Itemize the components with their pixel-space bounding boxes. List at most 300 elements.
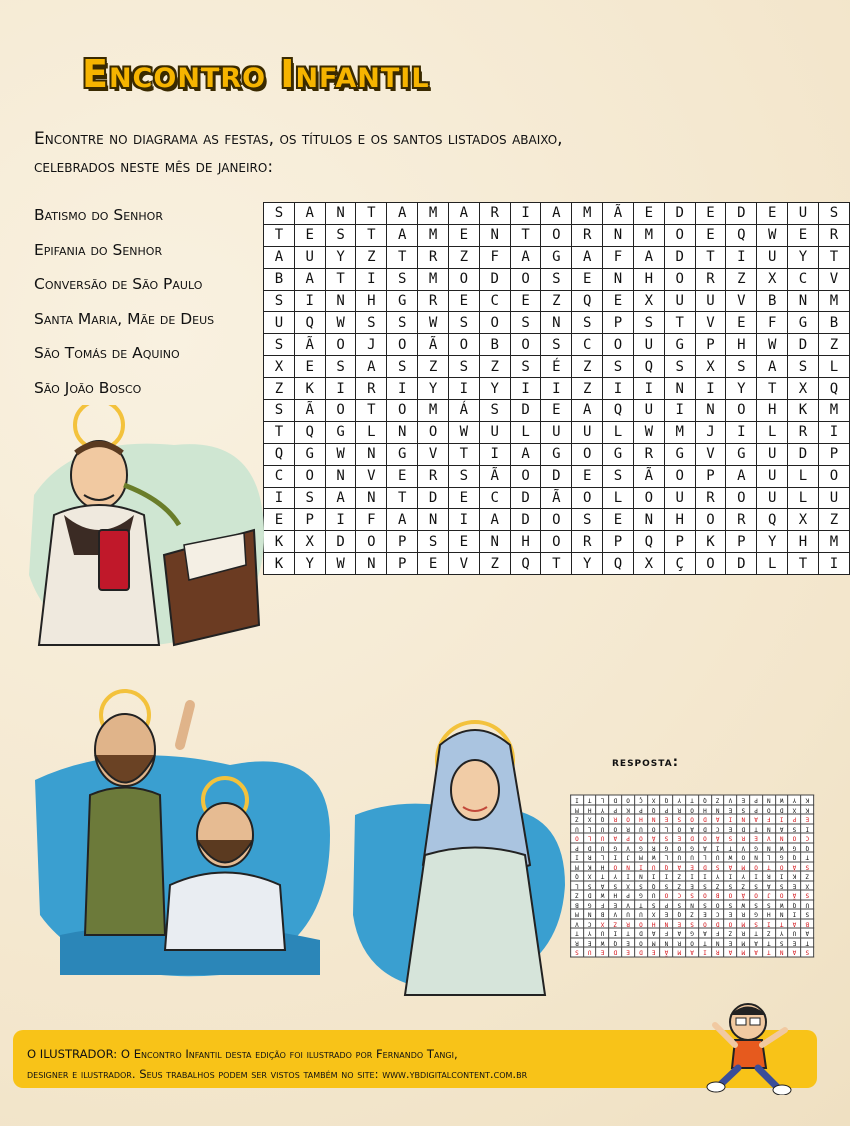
- answer-cell: Z: [571, 891, 584, 901]
- grid-cell: C: [479, 290, 510, 312]
- answer-cell: V: [609, 910, 622, 920]
- answer-cell: O: [750, 891, 763, 901]
- grid-cell: F: [757, 312, 788, 334]
- answer-cell: U: [571, 824, 584, 834]
- answer-cell: P: [750, 805, 763, 815]
- grid-cell: Q: [264, 443, 295, 465]
- grid-cell: L: [818, 356, 849, 378]
- answer-cell: O: [711, 900, 724, 910]
- grid-cell: U: [294, 246, 325, 268]
- answer-cell: T: [750, 929, 763, 939]
- grid-cell: O: [510, 268, 541, 290]
- grid-cell: O: [695, 553, 726, 575]
- word-list-item: São Tomás de Aquino: [34, 344, 180, 362]
- grid-cell: A: [757, 356, 788, 378]
- grid-cell: M: [633, 224, 664, 246]
- answer-cell: V: [622, 900, 635, 910]
- grid-cell: F: [603, 246, 634, 268]
- grid-cell: S: [603, 465, 634, 487]
- grid-row: [264, 553, 850, 575]
- answer-row: [571, 891, 814, 901]
- answer-cell: D: [634, 929, 647, 939]
- answer-cell: K: [583, 862, 596, 872]
- answer-cell: R: [673, 938, 686, 948]
- grid-cell: T: [387, 246, 418, 268]
- answer-cell: M: [737, 948, 750, 958]
- grid-cell: G: [788, 312, 819, 334]
- answer-cell: W: [596, 891, 609, 901]
- grid-cell: T: [264, 421, 295, 443]
- grid-cell: D: [788, 443, 819, 465]
- grid-cell: I: [356, 268, 387, 290]
- answer-cell: U: [647, 862, 660, 872]
- grid-cell: G: [387, 443, 418, 465]
- answer-cell: N: [634, 872, 647, 882]
- grid-cell: Z: [264, 378, 295, 400]
- answer-cell: Q: [609, 938, 622, 948]
- answer-cell: S: [762, 900, 775, 910]
- grid-cell: N: [356, 553, 387, 575]
- answer-cell: I: [698, 872, 711, 882]
- answer-cell: U: [801, 900, 814, 910]
- answer-cell: L: [660, 824, 673, 834]
- answer-cell: I: [788, 910, 801, 920]
- answer-cell: D: [634, 948, 647, 958]
- grid-cell: I: [387, 378, 418, 400]
- grid-cell: N: [479, 531, 510, 553]
- answer-cell: U: [622, 910, 635, 920]
- answer-cell: Z: [711, 796, 724, 806]
- grid-cell: D: [726, 203, 757, 225]
- answer-cell: G: [750, 843, 763, 853]
- grid-cell: R: [818, 224, 849, 246]
- grid-row: [264, 224, 850, 246]
- grid-cell: Z: [726, 268, 757, 290]
- answer-row: [571, 881, 814, 891]
- answer-label: resposta:: [612, 755, 679, 770]
- answer-cell: L: [596, 796, 609, 806]
- grid-cell: O: [633, 487, 664, 509]
- grid-cell: W: [757, 334, 788, 356]
- grid-cell: Y: [479, 378, 510, 400]
- answer-cell: S: [724, 900, 737, 910]
- grid-cell: G: [726, 443, 757, 465]
- answer-cell: E: [737, 796, 750, 806]
- grid-cell: R: [788, 421, 819, 443]
- grid-cell: B: [264, 268, 295, 290]
- grid-cell: K: [264, 531, 295, 553]
- grid-cell: E: [788, 224, 819, 246]
- instructions-line-1: Encontre no diagrama as festas, os títulos e os santos listados abaixo,: [34, 129, 563, 149]
- answer-row: [571, 919, 814, 929]
- grid-cell: P: [695, 334, 726, 356]
- grid-cell: S: [264, 400, 295, 422]
- grid-cell: D: [664, 203, 695, 225]
- grid-cell: E: [695, 224, 726, 246]
- answer-cell: T: [775, 919, 788, 929]
- grid-cell: A: [633, 246, 664, 268]
- answer-cell: Ã: [788, 862, 801, 872]
- grid-cell: E: [572, 268, 603, 290]
- answer-cell: R: [737, 834, 750, 844]
- answer-cell: M: [571, 910, 584, 920]
- answer-cell: S: [775, 881, 788, 891]
- grid-cell: T: [541, 553, 572, 575]
- grid-cell: S: [325, 224, 356, 246]
- answer-cell: L: [762, 853, 775, 863]
- answer-cell: Z: [711, 881, 724, 891]
- answer-cell: U: [788, 929, 801, 939]
- grid-cell: O: [726, 487, 757, 509]
- grid-cell: C: [264, 465, 295, 487]
- grid-cell: S: [356, 312, 387, 334]
- answer-cell: O: [788, 834, 801, 844]
- grid-cell: T: [356, 400, 387, 422]
- answer-cell: R: [673, 805, 686, 815]
- grid-row: [264, 290, 850, 312]
- grid-cell: É: [541, 356, 572, 378]
- answer-cell: J: [622, 853, 635, 863]
- answer-cell: Q: [596, 815, 609, 825]
- grid-cell: E: [418, 553, 449, 575]
- answer-cell: N: [583, 910, 596, 920]
- grid-cell: P: [387, 531, 418, 553]
- answer-cell: C: [711, 824, 724, 834]
- grid-cell: G: [664, 334, 695, 356]
- answer-cell: O: [622, 815, 635, 825]
- answer-cell: G: [609, 843, 622, 853]
- answer-cell: N: [737, 815, 750, 825]
- answer-cell: P: [660, 900, 673, 910]
- answer-cell: S: [750, 900, 763, 910]
- grid-cell: K: [264, 553, 295, 575]
- answer-cell: E: [724, 824, 737, 834]
- grid-cell: S: [325, 356, 356, 378]
- grid-cell: Z: [448, 246, 479, 268]
- answer-cell: E: [698, 910, 711, 920]
- answer-cell: A: [647, 929, 660, 939]
- grid-cell: I: [726, 421, 757, 443]
- grid-cell: T: [387, 487, 418, 509]
- answer-cell: N: [711, 938, 724, 948]
- answer-cell: D: [775, 805, 788, 815]
- answer-cell: S: [750, 919, 763, 929]
- answer-cell: S: [750, 881, 763, 891]
- answer-cell: I: [775, 815, 788, 825]
- grid-cell: S: [510, 356, 541, 378]
- answer-cell: G: [634, 843, 647, 853]
- answer-cell: S: [737, 805, 750, 815]
- grid-cell: D: [541, 465, 572, 487]
- grid-cell: L: [603, 487, 634, 509]
- answer-cell: N: [762, 796, 775, 806]
- grid-cell: S: [664, 356, 695, 378]
- answer-cell: Z: [686, 910, 699, 920]
- answer-cell: I: [775, 872, 788, 882]
- grid-cell: A: [448, 203, 479, 225]
- grid-cell: O: [448, 334, 479, 356]
- grid-cell: H: [726, 334, 757, 356]
- grid-cell: U: [633, 400, 664, 422]
- grid-cell: B: [757, 290, 788, 312]
- answer-cell: X: [583, 815, 596, 825]
- grid-cell: E: [695, 203, 726, 225]
- grid-cell: S: [448, 312, 479, 334]
- answer-cell: B: [571, 900, 584, 910]
- answer-cell: D: [583, 891, 596, 901]
- answer-cell: G: [750, 910, 763, 920]
- answer-cell: S: [609, 881, 622, 891]
- answer-cell: T: [801, 938, 814, 948]
- grid-cell: I: [264, 487, 295, 509]
- grid-cell: E: [726, 312, 757, 334]
- grid-cell: Ã: [541, 487, 572, 509]
- grid-cell: N: [695, 400, 726, 422]
- grid-cell: R: [633, 443, 664, 465]
- answer-cell: A: [609, 834, 622, 844]
- grid-cell: N: [633, 509, 664, 531]
- answer-cell: T: [571, 929, 584, 939]
- answer-cell: W: [724, 853, 737, 863]
- grid-cell: M: [418, 203, 449, 225]
- answer-cell: A: [775, 824, 788, 834]
- answer-cell: T: [622, 929, 635, 939]
- answer-cell: X: [583, 872, 596, 882]
- answer-cell: U: [596, 824, 609, 834]
- answer-cell: E: [596, 948, 609, 958]
- grid-cell: O: [541, 509, 572, 531]
- answer-cell: I: [609, 853, 622, 863]
- answer-cell: T: [762, 938, 775, 948]
- grid-cell: R: [572, 224, 603, 246]
- answer-cell: P: [571, 843, 584, 853]
- grid-cell: O: [572, 443, 603, 465]
- grid-cell: I: [448, 378, 479, 400]
- grid-cell: E: [510, 290, 541, 312]
- answer-cell: Y: [673, 796, 686, 806]
- grid-cell: J: [695, 421, 726, 443]
- answer-cell: S: [634, 881, 647, 891]
- answer-cell: X: [647, 910, 660, 920]
- grid-cell: S: [788, 356, 819, 378]
- answer-cell: Z: [571, 815, 584, 825]
- answer-cell: Y: [788, 796, 801, 806]
- answer-cell: S: [698, 881, 711, 891]
- answer-cell: S: [801, 948, 814, 958]
- grid-cell: Ã: [294, 400, 325, 422]
- answer-cell: O: [609, 824, 622, 834]
- grid-cell: U: [757, 443, 788, 465]
- grid-cell: Q: [633, 356, 664, 378]
- word-list-item: Conversão de São Paulo: [34, 275, 203, 293]
- grid-cell: E: [572, 465, 603, 487]
- grid-cell: Ã: [418, 334, 449, 356]
- answer-cell: D: [698, 815, 711, 825]
- answer-cell: E: [724, 805, 737, 815]
- grid-row: [264, 356, 850, 378]
- grid-cell: O: [664, 224, 695, 246]
- answer-cell: A: [750, 948, 763, 958]
- answer-cell: G: [686, 843, 699, 853]
- grid-cell: K: [695, 531, 726, 553]
- grid-cell: T: [264, 224, 295, 246]
- grid-row: [264, 268, 850, 290]
- answer-cell: S: [673, 900, 686, 910]
- answer-cell: U: [673, 853, 686, 863]
- answer-cell: O: [775, 862, 788, 872]
- mary-illustration: [345, 715, 570, 1000]
- answer-row: [571, 929, 814, 939]
- grid-cell: A: [325, 487, 356, 509]
- answer-cell: D: [698, 862, 711, 872]
- answer-cell: M: [737, 919, 750, 929]
- answer-cell: R: [571, 938, 584, 948]
- grid-cell: R: [695, 487, 726, 509]
- answer-cell: I: [698, 948, 711, 958]
- grid-cell: W: [418, 312, 449, 334]
- answer-cell: E: [660, 910, 673, 920]
- grid-cell: S: [633, 312, 664, 334]
- answer-cell: D: [609, 796, 622, 806]
- grid-cell: L: [788, 487, 819, 509]
- answer-cell: I: [647, 872, 660, 882]
- grid-cell: F: [479, 246, 510, 268]
- answer-cell: E: [622, 938, 635, 948]
- answer-cell: E: [622, 948, 635, 958]
- answer-cell: A: [698, 843, 711, 853]
- answer-cell: V: [622, 843, 635, 853]
- answer-cell: Z: [724, 929, 737, 939]
- baptism-illustration: [30, 685, 335, 985]
- grid-cell: Ã: [479, 465, 510, 487]
- answer-cell: Q: [571, 872, 584, 882]
- grid-cell: X: [264, 356, 295, 378]
- answer-cell: R: [762, 872, 775, 882]
- answer-cell: T: [801, 853, 814, 863]
- grid-cell: H: [788, 531, 819, 553]
- answer-cell: E: [583, 938, 596, 948]
- grid-cell: S: [572, 312, 603, 334]
- grid-cell: K: [788, 400, 819, 422]
- grid-cell: M: [418, 400, 449, 422]
- answer-cell: N: [660, 919, 673, 929]
- grid-cell: C: [788, 268, 819, 290]
- answer-row: [571, 824, 814, 834]
- grid-cell: O: [448, 268, 479, 290]
- answer-cell: I: [724, 872, 737, 882]
- grid-cell: I: [664, 400, 695, 422]
- answer-cell: W: [737, 900, 750, 910]
- grid-cell: S: [387, 356, 418, 378]
- grid-row: [264, 421, 850, 443]
- answer-row: [571, 900, 814, 910]
- grid-cell: E: [603, 290, 634, 312]
- answer-cell: T: [634, 900, 647, 910]
- grid-cell: E: [387, 465, 418, 487]
- answer-cell: E: [724, 938, 737, 948]
- answer-cell: I: [750, 872, 763, 882]
- answer-cell: N: [762, 824, 775, 834]
- answer-cell: K: [622, 805, 635, 815]
- grid-cell: K: [294, 378, 325, 400]
- grid-cell: N: [788, 290, 819, 312]
- grid-cell: E: [294, 224, 325, 246]
- grid-cell: O: [418, 421, 449, 443]
- answer-cell: Ã: [660, 948, 673, 958]
- answer-cell: H: [634, 815, 647, 825]
- answer-cell: D: [711, 919, 724, 929]
- answer-cell: L: [583, 834, 596, 844]
- grid-cell: E: [448, 224, 479, 246]
- answer-cell: R: [647, 843, 660, 853]
- answer-cell: Q: [660, 862, 673, 872]
- grid-cell: O: [541, 224, 572, 246]
- grid-cell: S: [264, 334, 295, 356]
- grid-cell: I: [818, 421, 849, 443]
- answer-cell: H: [609, 891, 622, 901]
- grid-cell: T: [356, 203, 387, 225]
- answer-cell: U: [686, 853, 699, 863]
- grid-cell: I: [510, 203, 541, 225]
- answer-cell: O: [673, 843, 686, 853]
- grid-cell: Z: [479, 356, 510, 378]
- grid-cell: S: [448, 465, 479, 487]
- grid-cell: T: [757, 378, 788, 400]
- grid-cell: P: [294, 509, 325, 531]
- answer-cell: G: [775, 853, 788, 863]
- grid-cell: M: [664, 421, 695, 443]
- answer-cell: G: [788, 843, 801, 853]
- grid-cell: S: [294, 487, 325, 509]
- answer-cell: S: [660, 881, 673, 891]
- grid-cell: E: [264, 509, 295, 531]
- grid-cell: V: [448, 553, 479, 575]
- grid-cell: A: [479, 509, 510, 531]
- grid-cell: D: [510, 400, 541, 422]
- grid-cell: D: [510, 509, 541, 531]
- grid-row: [264, 378, 850, 400]
- grid-cell: N: [479, 224, 510, 246]
- grid-cell: H: [510, 531, 541, 553]
- grid-cell: O: [387, 334, 418, 356]
- grid-cell: T: [510, 224, 541, 246]
- grid-cell: A: [387, 224, 418, 246]
- grid-cell: V: [726, 290, 757, 312]
- answer-cell: C: [583, 919, 596, 929]
- grid-cell: P: [818, 443, 849, 465]
- answer-cell: T: [686, 796, 699, 806]
- grid-cell: A: [726, 465, 757, 487]
- grid-cell: Q: [294, 421, 325, 443]
- grid-cell: S: [448, 356, 479, 378]
- answer-cell: F: [660, 929, 673, 939]
- answer-cell: V: [737, 843, 750, 853]
- answer-cell: E: [788, 881, 801, 891]
- answer-cell: A: [686, 948, 699, 958]
- grid-cell: T: [448, 443, 479, 465]
- grid-cell: H: [633, 268, 664, 290]
- answer-cell: N: [686, 900, 699, 910]
- answer-cell: N: [660, 938, 673, 948]
- answer-cell: G: [660, 843, 673, 853]
- grid-cell: Q: [572, 290, 603, 312]
- answer-cell: Ã: [788, 891, 801, 901]
- grid-cell: Q: [757, 509, 788, 531]
- answer-cell: O: [660, 891, 673, 901]
- grid-cell: A: [387, 509, 418, 531]
- answer-cell: Z: [673, 872, 686, 882]
- grid-cell: P: [726, 531, 757, 553]
